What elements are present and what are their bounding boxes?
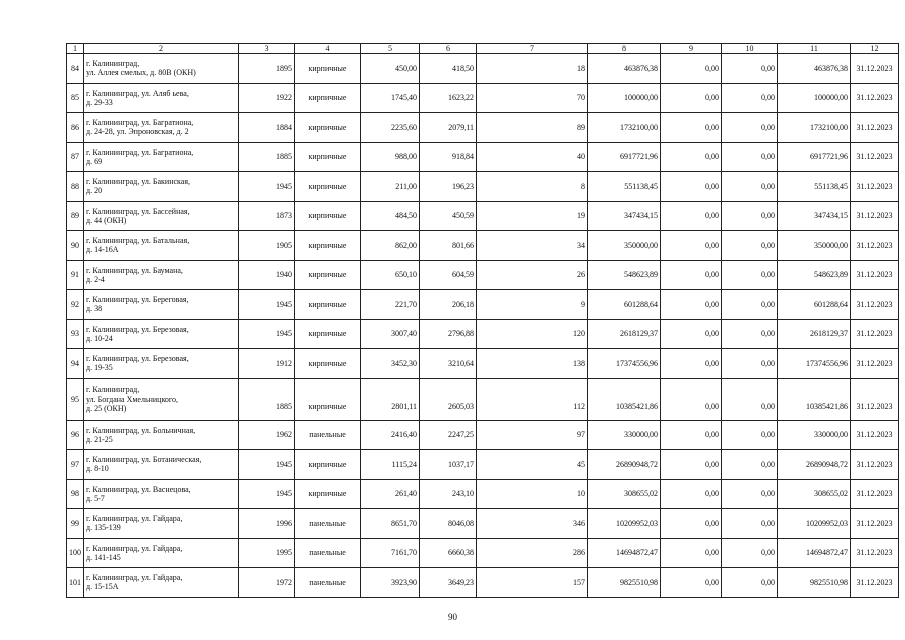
total-cell: 9825510,98 bbox=[778, 568, 851, 598]
amount-cell: 26890948,72 bbox=[588, 450, 661, 480]
area-total-cell: 988,00 bbox=[361, 142, 420, 172]
address-line: г. Калининград, ул. Аляб ьева, bbox=[86, 88, 189, 98]
address-line: д. 15-15А bbox=[86, 582, 119, 592]
table-row bbox=[67, 349, 899, 379]
amount-zero-cell: 0,00 bbox=[722, 450, 778, 480]
address-line: д. 14-16А bbox=[86, 245, 119, 255]
address-line: г. Калининград, ул. Багратиона, bbox=[86, 147, 194, 157]
total-cell: 551138,45 bbox=[778, 172, 851, 202]
table-row bbox=[67, 172, 899, 202]
amount-cell: 1732100,00 bbox=[588, 113, 661, 143]
amount-zero-cell: 0,00 bbox=[661, 260, 722, 290]
column-number: 2 bbox=[84, 44, 239, 54]
column-number: 3 bbox=[239, 44, 295, 54]
date-cell: 31.12.2023 bbox=[851, 54, 899, 84]
table-body bbox=[67, 54, 899, 598]
address-line: г. Калининград, ул. Васнецова, bbox=[86, 484, 191, 494]
area-total-cell: 3923,90 bbox=[361, 568, 420, 598]
area-total-cell: 211,00 bbox=[361, 172, 420, 202]
date-cell: 31.12.2023 bbox=[851, 378, 899, 420]
column-number: 1 bbox=[67, 44, 84, 54]
area-total-cell: 2801,11 bbox=[361, 378, 420, 420]
date-cell: 31.12.2023 bbox=[851, 319, 899, 349]
area-living-cell: 1037,17 bbox=[420, 450, 477, 480]
amount-zero-cell: 0,00 bbox=[661, 538, 722, 568]
area-living-cell: 6660,38 bbox=[420, 538, 477, 568]
year-cell: 1945 bbox=[239, 172, 295, 202]
material-cell: кирпичные bbox=[295, 172, 361, 202]
year-cell: 1945 bbox=[239, 450, 295, 480]
row-number-cell: 95 bbox=[67, 378, 84, 420]
amount-zero-cell: 0,00 bbox=[722, 201, 778, 231]
column-number: 9 bbox=[661, 44, 722, 54]
area-total-cell: 221,70 bbox=[361, 290, 420, 320]
area-living-cell: 2247,25 bbox=[420, 420, 477, 450]
address-cell bbox=[84, 290, 239, 320]
residents-cell: 120 bbox=[477, 319, 588, 349]
date-cell: 31.12.2023 bbox=[851, 509, 899, 539]
year-cell: 1922 bbox=[239, 83, 295, 113]
residents-cell: 18 bbox=[477, 54, 588, 84]
amount-zero-cell: 0,00 bbox=[661, 450, 722, 480]
address-line: д. 29-33 bbox=[86, 97, 113, 107]
material-cell: кирпичные bbox=[295, 450, 361, 480]
amount-zero-cell: 0,00 bbox=[722, 83, 778, 113]
row-number-cell: 86 bbox=[67, 113, 84, 143]
area-living-cell: 801,66 bbox=[420, 231, 477, 261]
amount-zero-cell: 0,00 bbox=[661, 509, 722, 539]
residents-cell: 9 bbox=[477, 290, 588, 320]
year-cell: 1905 bbox=[239, 231, 295, 261]
table-row bbox=[67, 54, 899, 84]
date-cell: 31.12.2023 bbox=[851, 290, 899, 320]
year-cell: 1945 bbox=[239, 290, 295, 320]
area-living-cell: 196,23 bbox=[420, 172, 477, 202]
area-total-cell: 3452,30 bbox=[361, 349, 420, 379]
total-cell: 10209952,03 bbox=[778, 509, 851, 539]
table-row bbox=[67, 231, 899, 261]
residents-cell: 26 bbox=[477, 260, 588, 290]
year-cell: 1884 bbox=[239, 113, 295, 143]
residents-cell: 45 bbox=[477, 450, 588, 480]
row-number-cell: 100 bbox=[67, 538, 84, 568]
residents-cell: 138 bbox=[477, 349, 588, 379]
material-cell: кирпичные bbox=[295, 54, 361, 84]
year-cell: 1885 bbox=[239, 378, 295, 420]
amount-zero-cell: 0,00 bbox=[661, 231, 722, 261]
page-number: 90 bbox=[448, 612, 457, 622]
residents-cell: 97 bbox=[477, 420, 588, 450]
address-cell bbox=[84, 260, 239, 290]
amount-zero-cell: 0,00 bbox=[722, 54, 778, 84]
total-cell: 308655,02 bbox=[778, 479, 851, 509]
area-total-cell: 484,50 bbox=[361, 201, 420, 231]
address-line: д. 44 (ОКН) bbox=[86, 215, 127, 225]
address-cell bbox=[84, 201, 239, 231]
material-cell: панельные bbox=[295, 420, 361, 450]
address-line: д. 2-4 bbox=[86, 274, 105, 284]
table-row bbox=[67, 142, 899, 172]
address-line: д. 10-24 bbox=[86, 333, 113, 343]
amount-cell: 6917721,96 bbox=[588, 142, 661, 172]
address-cell bbox=[84, 113, 239, 143]
row-number-cell: 88 bbox=[67, 172, 84, 202]
address-cell bbox=[84, 172, 239, 202]
material-cell: кирпичные bbox=[295, 479, 361, 509]
row-number-cell: 97 bbox=[67, 450, 84, 480]
area-total-cell: 3007,40 bbox=[361, 319, 420, 349]
amount-zero-cell: 0,00 bbox=[661, 420, 722, 450]
year-cell: 1996 bbox=[239, 509, 295, 539]
table-row bbox=[67, 201, 899, 231]
address-line: д. 21-25 bbox=[86, 434, 113, 444]
area-total-cell: 261,40 bbox=[361, 479, 420, 509]
residents-cell: 89 bbox=[477, 113, 588, 143]
total-cell: 463876,38 bbox=[778, 54, 851, 84]
column-number: 8 bbox=[588, 44, 661, 54]
amount-cell: 601288,64 bbox=[588, 290, 661, 320]
amount-zero-cell: 0,00 bbox=[661, 479, 722, 509]
material-cell: кирпичные bbox=[295, 290, 361, 320]
column-number: 11 bbox=[778, 44, 851, 54]
address-cell bbox=[84, 538, 239, 568]
table-row bbox=[67, 420, 899, 450]
area-living-cell: 3210,64 bbox=[420, 349, 477, 379]
residents-cell: 40 bbox=[477, 142, 588, 172]
material-cell: панельные bbox=[295, 538, 361, 568]
table-row bbox=[67, 113, 899, 143]
year-cell: 1962 bbox=[239, 420, 295, 450]
amount-zero-cell: 0,00 bbox=[661, 319, 722, 349]
amount-cell: 548623,89 bbox=[588, 260, 661, 290]
address-line: г. Калининград, ул. Березовая, bbox=[86, 354, 189, 364]
amount-cell: 463876,38 bbox=[588, 54, 661, 84]
row-number-cell: 92 bbox=[67, 290, 84, 320]
address-line: г. Калининград, ул. Бассейная, bbox=[86, 206, 190, 216]
amount-zero-cell: 0,00 bbox=[722, 349, 778, 379]
residents-cell: 34 bbox=[477, 231, 588, 261]
address-cell bbox=[84, 479, 239, 509]
date-cell: 31.12.2023 bbox=[851, 172, 899, 202]
housing-table bbox=[66, 43, 899, 598]
amount-zero-cell: 0,00 bbox=[722, 231, 778, 261]
row-number-cell: 91 bbox=[67, 260, 84, 290]
date-cell: 31.12.2023 bbox=[851, 479, 899, 509]
total-cell: 6917721,96 bbox=[778, 142, 851, 172]
amount-cell: 551138,45 bbox=[588, 172, 661, 202]
date-cell: 31.12.2023 bbox=[851, 349, 899, 379]
row-number-cell: 90 bbox=[67, 231, 84, 261]
material-cell: кирпичные bbox=[295, 349, 361, 379]
material-cell: кирпичные bbox=[295, 83, 361, 113]
row-number-cell: 99 bbox=[67, 509, 84, 539]
total-cell: 2618129,37 bbox=[778, 319, 851, 349]
address-line: д. 69 bbox=[86, 156, 103, 166]
column-number: 10 bbox=[722, 44, 778, 54]
address-cell bbox=[84, 509, 239, 539]
address-cell bbox=[84, 83, 239, 113]
area-living-cell: 418,50 bbox=[420, 54, 477, 84]
area-total-cell: 650,10 bbox=[361, 260, 420, 290]
total-cell: 26890948,72 bbox=[778, 450, 851, 480]
residents-cell: 70 bbox=[477, 83, 588, 113]
amount-cell: 17374556,96 bbox=[588, 349, 661, 379]
total-cell: 1732100,00 bbox=[778, 113, 851, 143]
total-cell: 330000,00 bbox=[778, 420, 851, 450]
row-number-cell: 87 bbox=[67, 142, 84, 172]
amount-cell: 330000,00 bbox=[588, 420, 661, 450]
amount-zero-cell: 0,00 bbox=[661, 378, 722, 420]
row-number-cell: 94 bbox=[67, 349, 84, 379]
address-cell bbox=[84, 420, 239, 450]
date-cell: 31.12.2023 bbox=[851, 83, 899, 113]
residents-cell: 112 bbox=[477, 378, 588, 420]
table-row bbox=[67, 568, 899, 598]
column-number: 7 bbox=[477, 44, 588, 54]
year-cell: 1873 bbox=[239, 201, 295, 231]
amount-zero-cell: 0,00 bbox=[722, 142, 778, 172]
address-cell bbox=[84, 319, 239, 349]
table-row bbox=[67, 509, 899, 539]
amount-cell: 347434,15 bbox=[588, 201, 661, 231]
address-line: д. 38 bbox=[86, 304, 103, 314]
address-line: д. 141-145 bbox=[86, 552, 121, 562]
amount-cell: 2618129,37 bbox=[588, 319, 661, 349]
area-total-cell: 2416,40 bbox=[361, 420, 420, 450]
area-living-cell: 206,18 bbox=[420, 290, 477, 320]
amount-zero-cell: 0,00 bbox=[661, 568, 722, 598]
column-number: 4 bbox=[295, 44, 361, 54]
address-line: ул. Аллея смелых, д. 80В (ОКН) bbox=[86, 68, 196, 78]
total-cell: 17374556,96 bbox=[778, 349, 851, 379]
area-living-cell: 2605,03 bbox=[420, 378, 477, 420]
amount-zero-cell: 0,00 bbox=[661, 83, 722, 113]
material-cell: кирпичные bbox=[295, 260, 361, 290]
area-living-cell: 450,59 bbox=[420, 201, 477, 231]
year-cell: 1895 bbox=[239, 54, 295, 84]
material-cell: кирпичные bbox=[295, 378, 361, 420]
amount-zero-cell: 0,00 bbox=[722, 290, 778, 320]
year-cell: 1912 bbox=[239, 349, 295, 379]
table-row bbox=[67, 290, 899, 320]
address-cell bbox=[84, 142, 239, 172]
total-cell: 10385421,86 bbox=[778, 378, 851, 420]
amount-zero-cell: 0,00 bbox=[661, 54, 722, 84]
address-line: г. Калининград, ул. Баумана, bbox=[86, 265, 183, 275]
address-line: г. Калининград, ул. Ботаническая, bbox=[86, 455, 202, 465]
residents-cell: 286 bbox=[477, 538, 588, 568]
address-cell bbox=[84, 349, 239, 379]
address-line: г. Калининград, ул. Гайдара, bbox=[86, 514, 183, 524]
amount-zero-cell: 0,00 bbox=[661, 172, 722, 202]
area-total-cell: 862,00 bbox=[361, 231, 420, 261]
area-living-cell: 918,84 bbox=[420, 142, 477, 172]
amount-zero-cell: 0,00 bbox=[661, 113, 722, 143]
area-total-cell: 7161,70 bbox=[361, 538, 420, 568]
year-cell: 1972 bbox=[239, 568, 295, 598]
table-row bbox=[67, 83, 899, 113]
row-number-cell: 101 bbox=[67, 568, 84, 598]
material-cell: кирпичные bbox=[295, 113, 361, 143]
material-cell: кирпичные bbox=[295, 201, 361, 231]
area-living-cell: 604,59 bbox=[420, 260, 477, 290]
area-total-cell: 450,00 bbox=[361, 54, 420, 84]
column-number: 12 bbox=[851, 44, 899, 54]
residents-cell: 346 bbox=[477, 509, 588, 539]
address-line: д. 24-28, ул. Эпроновская, д. 2 bbox=[86, 127, 189, 137]
area-total-cell: 1745,40 bbox=[361, 83, 420, 113]
amount-zero-cell: 0,00 bbox=[661, 349, 722, 379]
amount-cell: 10385421,86 bbox=[588, 378, 661, 420]
year-cell: 1995 bbox=[239, 538, 295, 568]
table-row bbox=[67, 450, 899, 480]
year-cell: 1945 bbox=[239, 479, 295, 509]
address-line: г. Калининград, ул. Березовая, bbox=[86, 324, 189, 334]
address-cell bbox=[84, 450, 239, 480]
table-row bbox=[67, 479, 899, 509]
residents-cell: 8 bbox=[477, 172, 588, 202]
area-total-cell: 1115,24 bbox=[361, 450, 420, 480]
residents-cell: 10 bbox=[477, 479, 588, 509]
date-cell: 31.12.2023 bbox=[851, 420, 899, 450]
area-total-cell: 8651,70 bbox=[361, 509, 420, 539]
table-row bbox=[67, 538, 899, 568]
total-cell: 100000,00 bbox=[778, 83, 851, 113]
year-cell: 1945 bbox=[239, 319, 295, 349]
year-cell: 1940 bbox=[239, 260, 295, 290]
address-line: г. Калининград, bbox=[86, 385, 140, 395]
address-line: ул. Богдана Хмельницкого, bbox=[86, 394, 179, 404]
area-living-cell: 1623,22 bbox=[420, 83, 477, 113]
column-number: 6 bbox=[420, 44, 477, 54]
address-line: д. 135-139 bbox=[86, 523, 121, 533]
date-cell: 31.12.2023 bbox=[851, 568, 899, 598]
amount-cell: 14694872,47 bbox=[588, 538, 661, 568]
address-line: г. Калининград, ул. Багратиона, bbox=[86, 118, 194, 128]
area-living-cell: 2796,88 bbox=[420, 319, 477, 349]
table-row bbox=[67, 260, 899, 290]
address-cell bbox=[84, 54, 239, 84]
date-cell: 31.12.2023 bbox=[851, 231, 899, 261]
amount-zero-cell: 0,00 bbox=[661, 201, 722, 231]
table-row bbox=[67, 378, 899, 420]
address-cell bbox=[84, 378, 239, 420]
amount-cell: 100000,00 bbox=[588, 83, 661, 113]
material-cell: кирпичные bbox=[295, 142, 361, 172]
total-cell: 601288,64 bbox=[778, 290, 851, 320]
area-living-cell: 3649,23 bbox=[420, 568, 477, 598]
date-cell: 31.12.2023 bbox=[851, 142, 899, 172]
row-number-cell: 96 bbox=[67, 420, 84, 450]
address-cell bbox=[84, 568, 239, 598]
address-line: г. Калининград, ул. Гайдара, bbox=[86, 543, 183, 553]
total-cell: 548623,89 bbox=[778, 260, 851, 290]
area-total-cell: 2235,60 bbox=[361, 113, 420, 143]
amount-zero-cell: 0,00 bbox=[722, 420, 778, 450]
address-line: д. 25 (ОКН) bbox=[86, 403, 127, 413]
address-line: г. Калининград, ул. Гайдара, bbox=[86, 573, 183, 583]
address-cell bbox=[84, 231, 239, 261]
amount-zero-cell: 0,00 bbox=[722, 113, 778, 143]
material-cell: кирпичные bbox=[295, 319, 361, 349]
amount-zero-cell: 0,00 bbox=[722, 260, 778, 290]
total-cell: 347434,15 bbox=[778, 201, 851, 231]
amount-zero-cell: 0,00 bbox=[722, 509, 778, 539]
material-cell: панельные bbox=[295, 509, 361, 539]
amount-zero-cell: 0,00 bbox=[722, 479, 778, 509]
row-number-cell: 98 bbox=[67, 479, 84, 509]
table-row bbox=[67, 319, 899, 349]
amount-zero-cell: 0,00 bbox=[722, 319, 778, 349]
amount-zero-cell: 0,00 bbox=[661, 142, 722, 172]
amount-cell: 9825510,98 bbox=[588, 568, 661, 598]
column-number: 5 bbox=[361, 44, 420, 54]
row-number-cell: 85 bbox=[67, 83, 84, 113]
address-line: г. Калининград, ул. Больничная, bbox=[86, 425, 196, 435]
area-living-cell: 2079,11 bbox=[420, 113, 477, 143]
address-line: д. 5-7 bbox=[86, 493, 105, 503]
address-line: д. 20 bbox=[86, 186, 103, 196]
amount-zero-cell: 0,00 bbox=[722, 378, 778, 420]
amount-zero-cell: 0,00 bbox=[661, 290, 722, 320]
amount-zero-cell: 0,00 bbox=[722, 568, 778, 598]
date-cell: 31.12.2023 bbox=[851, 201, 899, 231]
date-cell: 31.12.2023 bbox=[851, 538, 899, 568]
row-number-cell: 84 bbox=[67, 54, 84, 84]
date-cell: 31.12.2023 bbox=[851, 450, 899, 480]
date-cell: 31.12.2023 bbox=[851, 260, 899, 290]
row-number-cell: 89 bbox=[67, 201, 84, 231]
column-number-row bbox=[67, 44, 899, 54]
area-living-cell: 243,10 bbox=[420, 479, 477, 509]
residents-cell: 157 bbox=[477, 568, 588, 598]
address-line: г. Калининград, ул. Батальная, bbox=[86, 236, 190, 246]
year-cell: 1885 bbox=[239, 142, 295, 172]
total-cell: 14694872,47 bbox=[778, 538, 851, 568]
address-line: д. 8-10 bbox=[86, 464, 109, 474]
amount-zero-cell: 0,00 bbox=[722, 538, 778, 568]
row-number-cell: 93 bbox=[67, 319, 84, 349]
address-line: г. Калининград, ул. Бакинская, bbox=[86, 177, 191, 187]
material-cell: кирпичные bbox=[295, 231, 361, 261]
address-line: г. Калининград, bbox=[86, 59, 140, 69]
address-line: д. 19-35 bbox=[86, 363, 113, 373]
material-cell: панельные bbox=[295, 568, 361, 598]
amount-cell: 350000,00 bbox=[588, 231, 661, 261]
amount-zero-cell: 0,00 bbox=[722, 172, 778, 202]
amount-cell: 10209952,03 bbox=[588, 509, 661, 539]
address-line: г. Калининград, ул. Береговая, bbox=[86, 295, 189, 305]
total-cell: 350000,00 bbox=[778, 231, 851, 261]
area-living-cell: 8046,08 bbox=[420, 509, 477, 539]
amount-cell: 308655,02 bbox=[588, 479, 661, 509]
date-cell: 31.12.2023 bbox=[851, 113, 899, 143]
residents-cell: 19 bbox=[477, 201, 588, 231]
